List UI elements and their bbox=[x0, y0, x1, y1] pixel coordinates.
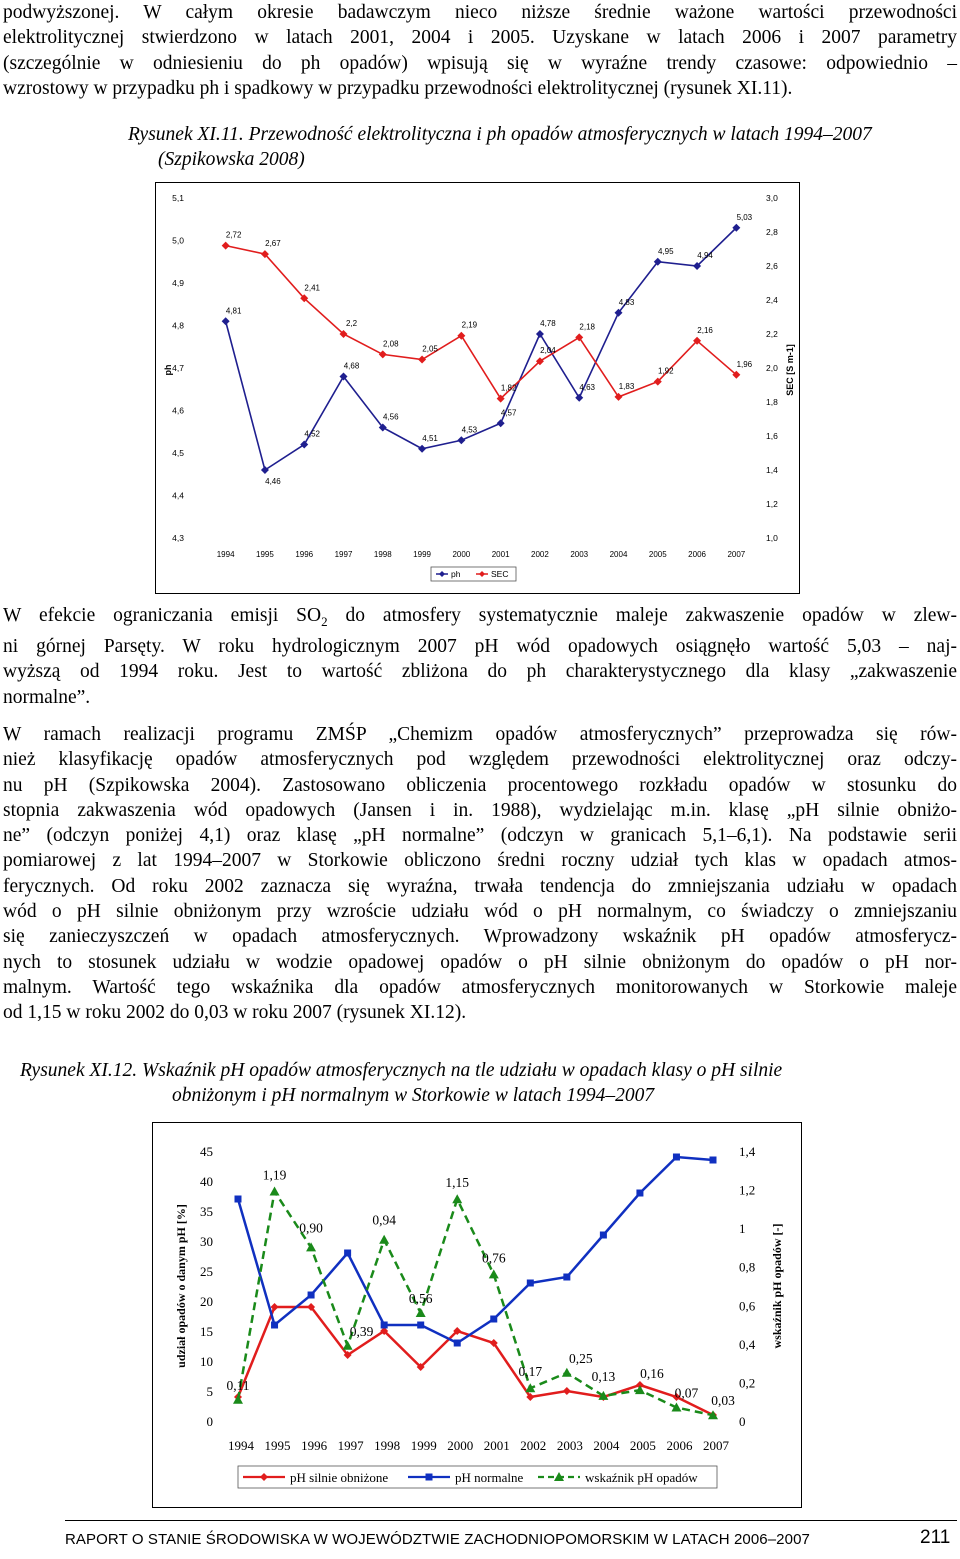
data-label: 0,25 bbox=[569, 1350, 593, 1366]
x-tick-label: 1998 bbox=[373, 550, 392, 559]
legend-marker bbox=[439, 571, 445, 577]
text-line: W ramach realizacji programu ZMŚP „Chemizm opadów atmosferycznych” przeprowadza się rów- bbox=[3, 724, 957, 745]
series-line bbox=[238, 1307, 713, 1415]
text-line: podwyższonej. W całym okresie badawczym nieco niższe średnie ważone wartości przewodności bbox=[3, 2, 957, 23]
x-tick-label: 1999 bbox=[410, 1438, 437, 1453]
data-point-marker bbox=[271, 1303, 279, 1311]
data-label: 2,16 bbox=[697, 325, 713, 335]
data-label: 4,52 bbox=[304, 429, 321, 439]
data-point-marker bbox=[710, 1157, 717, 1164]
y2-tick-label: 2,0 bbox=[766, 363, 778, 373]
data-point-marker bbox=[270, 1187, 280, 1196]
text-line: W efekcie ograniczania emisji $SO_2$ do atmosfery systematycznie maleje zakwaszenie opadów w zlew- bbox=[3, 605, 957, 629]
y-tick-label: 20 bbox=[200, 1294, 213, 1309]
y-tick-label: 40 bbox=[200, 1174, 213, 1189]
data-point-marker bbox=[454, 1340, 461, 1347]
text-line: się zanieczyszczeń w opadach atmosferycznych. Wprowadzony wskaźnik pH opadów atmosferycz- bbox=[3, 926, 957, 948]
legend-marker bbox=[260, 1473, 268, 1481]
series-line-ph bbox=[226, 228, 737, 470]
data-point-marker bbox=[418, 356, 426, 364]
y2-tick-label: 3,0 bbox=[766, 193, 778, 203]
data-label: 2,05 bbox=[422, 344, 438, 354]
figure1-caption bbox=[128, 122, 958, 172]
figure2-chart-svg bbox=[153, 1123, 801, 1507]
caption-line: Rysunek XI.11. Przewodność elektrolityczna i ph opadów atmosferycznych w latach 1994–2007 bbox=[128, 124, 872, 145]
data-label: 4,83 bbox=[618, 297, 635, 307]
y2-tick-label: 0 bbox=[739, 1414, 746, 1429]
y2-axis-label: wskaźnik pH opadów [-] bbox=[770, 1223, 784, 1349]
data-label: 0,07 bbox=[674, 1385, 699, 1401]
figure1-chart-svg bbox=[156, 183, 799, 593]
x-tick-label: 2003 bbox=[556, 1438, 583, 1453]
data-point-marker bbox=[457, 436, 465, 444]
y-tick-label: 4,3 bbox=[172, 533, 184, 543]
data-label: 5,03 bbox=[736, 212, 753, 222]
data-point-marker bbox=[300, 441, 308, 449]
y2-tick-label: 1,6 bbox=[766, 431, 778, 441]
data-label: 0,17 bbox=[518, 1364, 543, 1380]
text-line: ne” (odczyn poniżej 4,1) oraz klasę „pH normalne” (odczyn w granicach 5,1–6,1). Na podstawie serii bbox=[3, 825, 957, 847]
top-paragraph bbox=[3, 0, 957, 101]
y-axis-label: ph bbox=[163, 364, 173, 376]
text-line: nu pH (Szpikowska 2004). Zastosowano obliczenia procentowego rozkładu opadów w stosunku do bbox=[3, 774, 957, 796]
data-point-marker bbox=[497, 419, 505, 427]
data-label: 4,53 bbox=[461, 425, 478, 435]
data-label: 4,57 bbox=[500, 408, 517, 418]
y-tick-label: 4,6 bbox=[172, 405, 184, 416]
x-tick-label: 1997 bbox=[337, 1438, 364, 1453]
caption-line: (Szpikowska 2008) bbox=[158, 149, 305, 170]
text-line: elektrolitycznej stwierdzono w latach 2001, 2004 i 2005. Uzyskane w latach 2006 i 2007 parametry bbox=[3, 27, 957, 49]
x-tick-label: 2006 bbox=[688, 550, 706, 559]
data-label: 4,95 bbox=[657, 246, 674, 256]
data-label: 4,81 bbox=[225, 306, 242, 316]
x-tick-label: 1996 bbox=[295, 550, 314, 559]
x-tick-label: 2007 bbox=[703, 1438, 729, 1453]
y-tick-label: 45 bbox=[200, 1144, 213, 1159]
data-label: 2,41 bbox=[304, 283, 321, 293]
data-label: 1,19 bbox=[262, 1167, 287, 1183]
data-label: 0,76 bbox=[481, 1250, 506, 1266]
data-label: 4,51 bbox=[422, 433, 438, 443]
y2-tick-label: 1,8 bbox=[766, 397, 778, 407]
data-point-marker bbox=[563, 1274, 570, 1281]
data-point-marker bbox=[452, 1194, 462, 1203]
x-tick-label: 2000 bbox=[447, 1438, 474, 1453]
data-label: 1,96 bbox=[736, 359, 753, 369]
y2-tick-label: 2,2 bbox=[766, 329, 778, 339]
data-point-marker bbox=[563, 1387, 571, 1395]
text-line: pomiarowej z lat 1994–2007 w Storkowie obliczono średni roczny udział tych klas w opadach atmos- bbox=[3, 850, 957, 872]
y2-tick-label: 1,4 bbox=[739, 1144, 756, 1159]
data-point-marker bbox=[417, 1322, 424, 1329]
x-tick-label: 2002 bbox=[531, 550, 549, 559]
data-point-marker bbox=[222, 242, 230, 250]
data-point-marker bbox=[489, 1269, 499, 1278]
data-point-marker bbox=[636, 1190, 643, 1197]
legend-marker bbox=[479, 571, 485, 577]
data-point-marker bbox=[271, 1322, 278, 1329]
x-tick-label: 2005 bbox=[648, 550, 667, 559]
y-tick-label: 4,5 bbox=[172, 448, 184, 458]
data-label: 0,11 bbox=[226, 1377, 250, 1393]
text-line: ferycznych. Od roku 2002 zaznacza się wyraźna, trwała tendencja do zmniejszania udziału w opadach bbox=[3, 875, 957, 897]
y-axis-label: udział opadów o danym pH [%] bbox=[174, 1204, 188, 1368]
y2-tick-label: 0,6 bbox=[739, 1298, 756, 1314]
legend-label: ph bbox=[451, 569, 461, 579]
data-point-marker bbox=[416, 1308, 426, 1317]
y2-tick-label: 2,6 bbox=[766, 261, 778, 271]
legend-label: SEC bbox=[491, 569, 509, 579]
text-line: nież klasyfikację opadów atmosferycznych pod względem przewodności elektrolitycznej oraz odczy- bbox=[3, 749, 957, 771]
legend-label: pH silnie obniżone bbox=[290, 1470, 389, 1485]
data-point-marker bbox=[261, 466, 269, 474]
x-tick-label: 2000 bbox=[452, 550, 471, 559]
data-label: 1,15 bbox=[445, 1175, 470, 1191]
data-point-marker bbox=[379, 350, 387, 358]
data-point-marker bbox=[575, 394, 583, 402]
legend-label: pH normalne bbox=[455, 1470, 524, 1485]
figure2-chart bbox=[152, 1122, 802, 1508]
y2-tick-label: 2,4 bbox=[766, 295, 778, 305]
y-tick-label: 4,4 bbox=[172, 490, 184, 501]
y-tick-label: 4,7 bbox=[172, 363, 184, 373]
data-point-marker bbox=[562, 1368, 572, 1377]
x-tick-label: 2001 bbox=[491, 550, 510, 559]
x-tick-label: 1994 bbox=[216, 550, 235, 559]
y2-tick-label: 1 bbox=[739, 1221, 746, 1237]
y-tick-label: 25 bbox=[200, 1264, 213, 1279]
text-line: nych to stosunek udziału w wodzie opadowej opadów o pH silnie obniżonym do opadów o pH nor- bbox=[3, 951, 957, 973]
data-point-marker bbox=[308, 1292, 315, 1299]
data-point-marker bbox=[344, 1250, 351, 1257]
data-label: 1,83 bbox=[618, 381, 635, 391]
series-line-SEC bbox=[226, 246, 737, 399]
data-label: 2,04 bbox=[540, 346, 556, 356]
data-label: 0,13 bbox=[591, 1368, 616, 1384]
x-tick-label: 2005 bbox=[629, 1438, 656, 1453]
page-number: 211 bbox=[920, 1527, 951, 1548]
data-label: 4,63 bbox=[579, 382, 596, 392]
y-tick-label: 5 bbox=[206, 1384, 213, 1399]
y-tick-label: 0 bbox=[206, 1414, 213, 1429]
x-tick-label: 2004 bbox=[593, 1438, 620, 1453]
y2-tick-label: 2,8 bbox=[766, 227, 778, 237]
y-tick-label: 4,8 bbox=[172, 320, 184, 331]
text-line: normalne”. bbox=[3, 686, 91, 708]
data-label: 0,03 bbox=[711, 1393, 735, 1409]
data-label: 0,94 bbox=[372, 1212, 396, 1228]
text-line: malnym. Wartość tego wskaźnika dla opadów atmosferycznych monitorowanych w Storkowie maleje bbox=[3, 976, 957, 998]
data-point-marker bbox=[490, 1316, 497, 1323]
y-tick-label: 30 bbox=[200, 1234, 213, 1249]
data-point-marker bbox=[600, 1232, 607, 1239]
data-label: 0,56 bbox=[408, 1291, 433, 1306]
figure1-chart bbox=[155, 182, 800, 594]
data-point-marker bbox=[379, 1235, 389, 1244]
data-point-marker bbox=[381, 1322, 388, 1329]
data-label: 0,39 bbox=[349, 1323, 374, 1339]
x-tick-label: 1996 bbox=[301, 1438, 328, 1453]
y-tick-label: 5,1 bbox=[172, 193, 184, 203]
y-tick-label: 5,0 bbox=[172, 235, 184, 246]
footer-text: RAPORT O STANIE ŚRODOWISKA W WOJEWÓDZTWIE ZACHODNIOPOMORSKIM W LATACH 2006–2007 bbox=[65, 1531, 810, 1548]
caption-line: Rysunek XI.12. Wskaźnik pH opadów atmosferycznych na tle udziału w opadach klasy o pH silnie bbox=[20, 1060, 783, 1081]
data-point-marker bbox=[233, 1395, 243, 1404]
x-tick-label: 2003 bbox=[570, 550, 589, 559]
text-line: wód o pH silnie obniżonym przy wzroście udziału wód o pH normalnym, co świadczy o zmniejszaniu bbox=[3, 901, 957, 923]
y2-tick-label: 1,0 bbox=[766, 533, 778, 543]
y2-tick-label: 1,4 bbox=[766, 465, 778, 475]
text-line: wyższą od 1994 roku. Jest to wartość zbliżona do ph charakterystycznego dla klasy „zakwaszenie bbox=[3, 661, 957, 683]
y2-tick-label: 1,2 bbox=[766, 499, 778, 509]
data-point-marker bbox=[343, 1341, 353, 1350]
x-tick-label: 1998 bbox=[374, 1438, 401, 1453]
y-tick-label: 15 bbox=[200, 1324, 213, 1339]
data-label: 4,94 bbox=[697, 251, 713, 260]
x-tick-label: 2006 bbox=[666, 1438, 693, 1453]
x-tick-label: 1995 bbox=[264, 1438, 291, 1453]
data-label: 4,68 bbox=[343, 361, 360, 371]
data-label: 2,18 bbox=[579, 322, 596, 332]
data-label: 0,16 bbox=[640, 1366, 664, 1382]
y-tick-label: 10 bbox=[200, 1354, 213, 1369]
x-tick-label: 2007 bbox=[727, 550, 746, 559]
y2-tick-label: 0,4 bbox=[739, 1336, 756, 1352]
data-label: 4,56 bbox=[382, 412, 399, 422]
data-label: 2,19 bbox=[461, 320, 478, 330]
data-point-marker bbox=[673, 1154, 680, 1161]
text-line: wzrostowy w przypadku ph i spadkowy w przypadku przewodności elektrolitycznej (rysunek XI.11). bbox=[3, 77, 793, 99]
text-line: stopnia zakwaszenia wód opadowych (Jansen i in. 1988), wydzielając m.in. klasę „pH silnie obniżo- bbox=[3, 799, 957, 821]
data-point-marker bbox=[527, 1280, 534, 1287]
data-label: 2,08 bbox=[382, 339, 399, 349]
footer-divider bbox=[65, 1520, 957, 1521]
data-label: 0,90 bbox=[299, 1220, 323, 1236]
data-point-marker bbox=[457, 332, 465, 340]
data-point-marker bbox=[222, 317, 230, 325]
data-label: 1,92 bbox=[657, 366, 674, 376]
data-label: 4,46 bbox=[265, 477, 281, 486]
x-tick-label: 2002 bbox=[520, 1438, 547, 1453]
data-point-marker bbox=[418, 445, 426, 453]
legend-marker bbox=[426, 1474, 433, 1481]
text-line: (szczególnie w odniesieniu do ph opadów) wpisują się w wyraźne trendy czasowe: odpowiednio – bbox=[3, 52, 957, 74]
data-label: 2,2 bbox=[345, 319, 358, 328]
x-tick-label: 2004 bbox=[609, 550, 628, 559]
middle-paragraph-2 bbox=[3, 722, 957, 1026]
data-point-marker bbox=[235, 1196, 242, 1203]
x-tick-label: 1997 bbox=[334, 550, 353, 559]
data-label: 2,67 bbox=[265, 239, 281, 249]
x-tick-label: 1995 bbox=[256, 550, 274, 559]
text-line: ni górnej Parsęty. W roku hydrologicznym 2007 pH wód opadowych osiągnęło wartość 5,03 – naj- bbox=[3, 636, 957, 658]
x-tick-label: 1999 bbox=[413, 550, 431, 559]
y2-tick-label: 0,8 bbox=[739, 1259, 756, 1275]
y2-tick-label: 1,2 bbox=[739, 1182, 756, 1198]
text-line: od 1,15 w roku 2002 do 0,03 w roku 2007 (rysunek XI.12). bbox=[3, 1002, 467, 1024]
y2-axis-label: SEC [S m-1] bbox=[785, 344, 795, 396]
data-label: 1,82 bbox=[500, 383, 517, 393]
y2-tick-label: 0,2 bbox=[739, 1375, 756, 1391]
caption-line: obniżonym i pH normalnym w Storkowie w latach 1994–2007 bbox=[172, 1085, 655, 1106]
y-tick-label: 4,9 bbox=[172, 278, 184, 288]
data-label: 2,72 bbox=[225, 230, 242, 240]
y-tick-label: 35 bbox=[200, 1204, 213, 1219]
middle-paragraph-1 bbox=[3, 603, 957, 710]
legend-label: wskaźnik pH opadów bbox=[585, 1470, 698, 1485]
data-label: 4,78 bbox=[540, 319, 556, 328]
figure2-caption bbox=[20, 1058, 960, 1108]
x-tick-label: 1994 bbox=[228, 1438, 254, 1453]
data-point-marker bbox=[536, 330, 544, 338]
x-tick-label: 2001 bbox=[483, 1438, 510, 1453]
